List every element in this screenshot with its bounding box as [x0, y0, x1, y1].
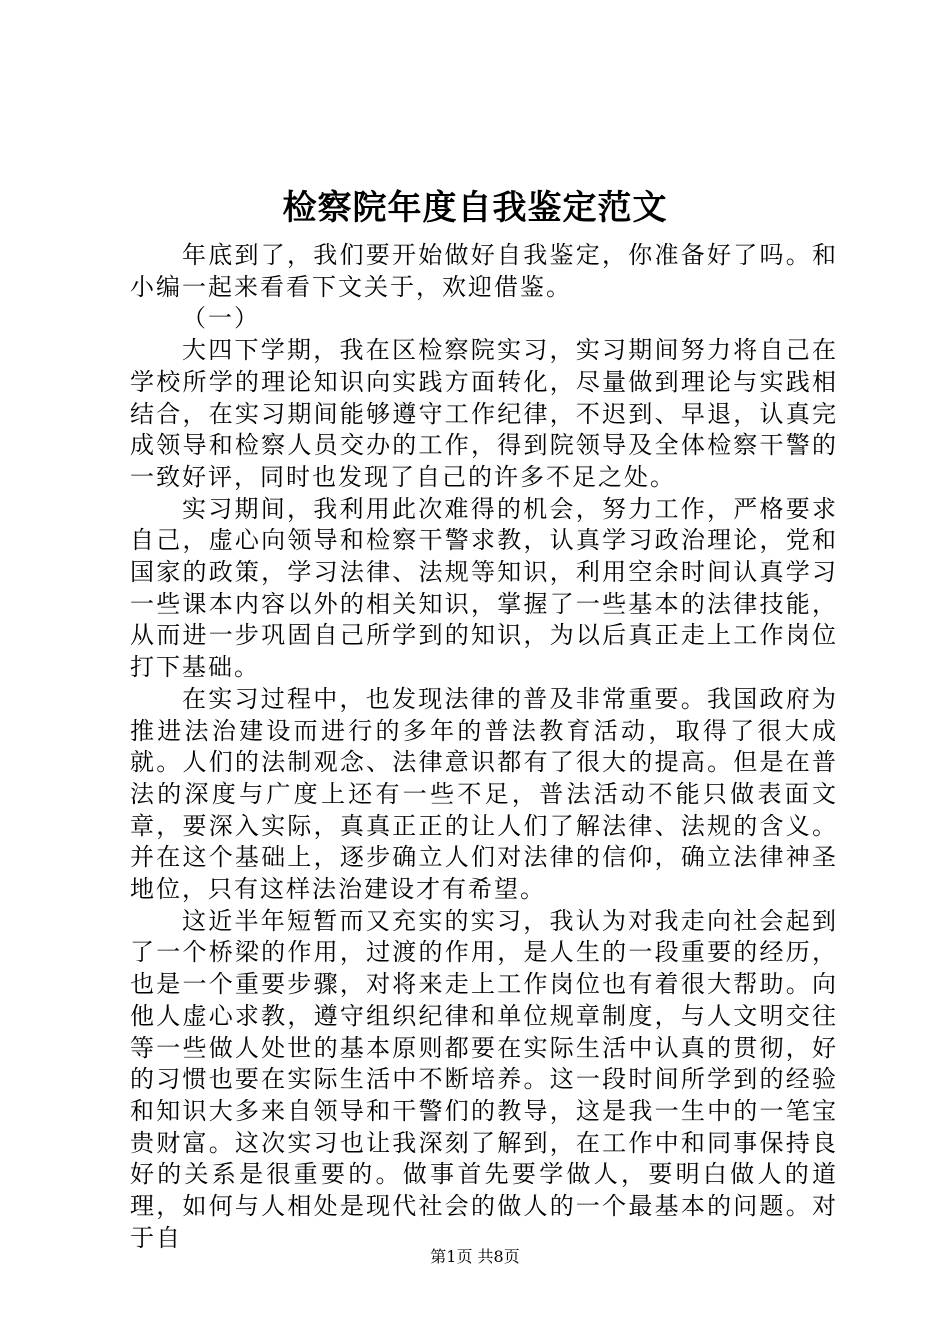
paragraph-intro: 年底到了，我们要开始做好自我鉴定，你准备好了吗。和小编一起来看看下文关于，欢迎借鉴。: [130, 241, 838, 301]
paragraph: 这近半年短暂而又充实的实习，我认为对我走向社会起到了一个桥梁的作用，过渡的作用，是人生的一段重要的经历，也是一个重要步骤，对将来走上工作岗位也有着很大帮助。向他人虚心求教，遵守组织纪律和单位规章制度，与人文明交往等一些做人处世的基本原则都要在实际生活中认真的贯彻，好的习惯也要在实际生活中不断培养。这一段时间所学到的经验和知识大多来自领导和干警们的教导，这是我一生中的一笔宝贵财富。这次实习也让我深刻了解到，在工作中和同事保持良好的关系是很重要的。做事首先要学做人，要明白做人的道理，如何与人相处是现代社会的做人的一个最基本的问题。对于自: [130, 906, 838, 1252]
paragraph: 大四下学期，我在区检察院实习，实习期间努力将自己在学校所学的理论知识向实践方面转化，尽量做到理论与实践相结合，在实习期间能够遵守工作纪律，不迟到、早退，认真完成领导和检察人员交办的工作，得到院领导及全体检察干警的一致好评，同时也发现了自己的许多不足之处。: [130, 336, 838, 491]
document-body: [130, 240, 838, 1255]
paragraph: 实习期间，我利用此次难得的机会，努力工作，严格要求自己，虚心向领导和检察干警求教，认真学习政治理论，党和国家的政策，学习法律、法规等知识，利用空余时间认真学习一些课本内容以外的相关知识，掌握了一些基本的法律技能，从而进一步巩固自己所学到的知识，为以后真正走上工作岗位打下基础。: [130, 494, 838, 682]
paragraph: 在实习过程中，也发现法律的普及非常重要。我国政府为推进法治建设而进行的多年的普法教育活动，取得了很大成就。人们的法制观念、法律意识都有了很大的提高。但是在普法的深度与广度上还有一些不足，普法活动不能只做表面文章，要深入实际，真真正正的让人们了解法律、法规的含义。并在这个基础上，逐步确立人们对法律的信仰，确立法律神圣地位，只有这样法治建设才有希望。: [130, 684, 838, 904]
section-heading: （一）: [182, 304, 260, 333]
page-number-footer: 第1页 共8页: [430, 1247, 520, 1266]
document-title: 检察院年度自我鉴定范文: [282, 188, 668, 228]
